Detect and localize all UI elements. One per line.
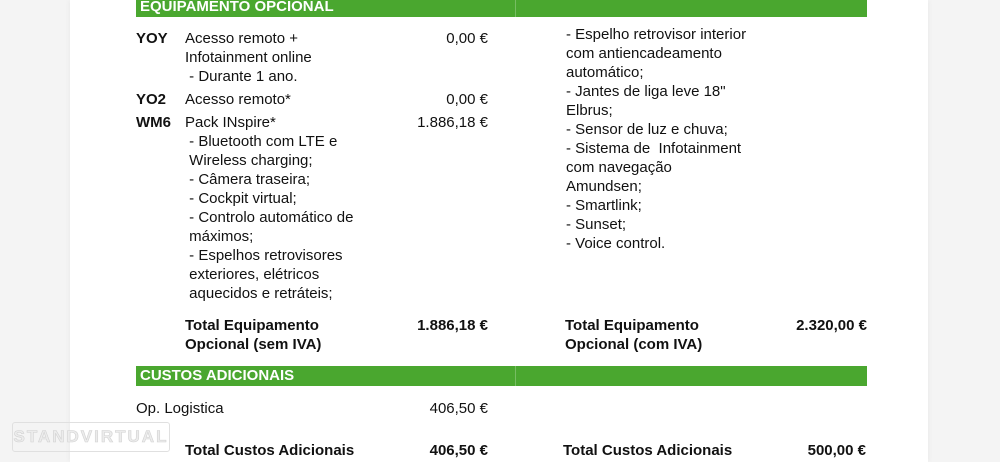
item-line: - Bluetooth com LTE e: [185, 133, 338, 150]
item-line: exteriores, elétricos: [185, 266, 320, 283]
continued-line: com antiencadeamento: [566, 45, 722, 62]
item-line: Wireless charging;: [185, 152, 313, 169]
cost-label: Op. Logistica: [136, 400, 224, 417]
continued-line: Elbrus;: [566, 102, 613, 119]
item-line: - Durante 1 ano.: [185, 68, 298, 85]
cost-price: 406,50 €: [429, 400, 488, 417]
item-line: - Câmera traseira;: [185, 171, 311, 188]
item-line: Infotainment online: [185, 49, 312, 66]
item-code: YO2: [136, 91, 167, 108]
item-line: Pack INspire*: [185, 114, 276, 131]
continued-line: - Jantes de liga leve 18": [566, 83, 726, 100]
item-line: Acesso remoto +: [185, 30, 298, 47]
watermark-logo: STANDVIRTUAL: [12, 422, 170, 452]
continued-line: - Sensor de luz e chuva;: [566, 121, 728, 138]
total-label: Total Custos Adicionais: [563, 442, 733, 459]
continued-line: com navegação: [566, 159, 672, 176]
section-header-optional-equipment: [136, 0, 867, 17]
continued-line: - Smartlink;: [566, 197, 642, 214]
total-label: Total Equipamento: [565, 317, 699, 334]
item-line: aquecidos e retráteis;: [185, 285, 333, 302]
section-header-additional-costs: [136, 366, 867, 386]
item-line: máximos;: [185, 228, 254, 245]
continued-line: - Sistema de Infotainment: [566, 140, 742, 157]
total-label: Opcional (com IVA): [565, 336, 703, 353]
continued-line: - Voice control.: [566, 235, 666, 252]
total-costs-without-vat: 406,50 €: [429, 442, 488, 459]
item-price: 0,00 €: [446, 30, 488, 47]
total-costs-with-vat: 500,00 €: [807, 442, 866, 459]
item-price: 1.886,18 €: [417, 114, 488, 131]
section-title: CUSTOS ADICIONAIS: [140, 367, 295, 384]
item-line: - Cockpit virtual;: [185, 190, 297, 207]
item-line: - Espelhos retrovisores: [185, 247, 343, 264]
total-optional-with-vat: 2.320,00 €: [796, 317, 867, 334]
column-divider: [515, 366, 516, 386]
continued-line: - Sunset;: [566, 216, 627, 233]
continued-line: Amundsen;: [566, 178, 642, 195]
total-label: Total Equipamento: [185, 317, 319, 334]
total-label: Total Custos Adicionais: [185, 442, 355, 459]
total-label: Opcional (sem IVA): [185, 336, 322, 353]
total-optional-without-vat: 1.886,18 €: [417, 317, 488, 334]
item-code: YOY: [136, 30, 168, 47]
item-code: WM6: [136, 114, 171, 131]
section-title: EQUIPAMENTO OPCIONAL: [140, 0, 334, 15]
continued-line: - Espelho retrovisor interior: [566, 26, 747, 43]
column-divider: [515, 0, 516, 17]
item-line: Acesso remoto*: [185, 91, 291, 108]
item-line: - Controlo automático de: [185, 209, 354, 226]
item-price: 0,00 €: [446, 91, 488, 108]
continued-line: automático;: [566, 64, 644, 81]
